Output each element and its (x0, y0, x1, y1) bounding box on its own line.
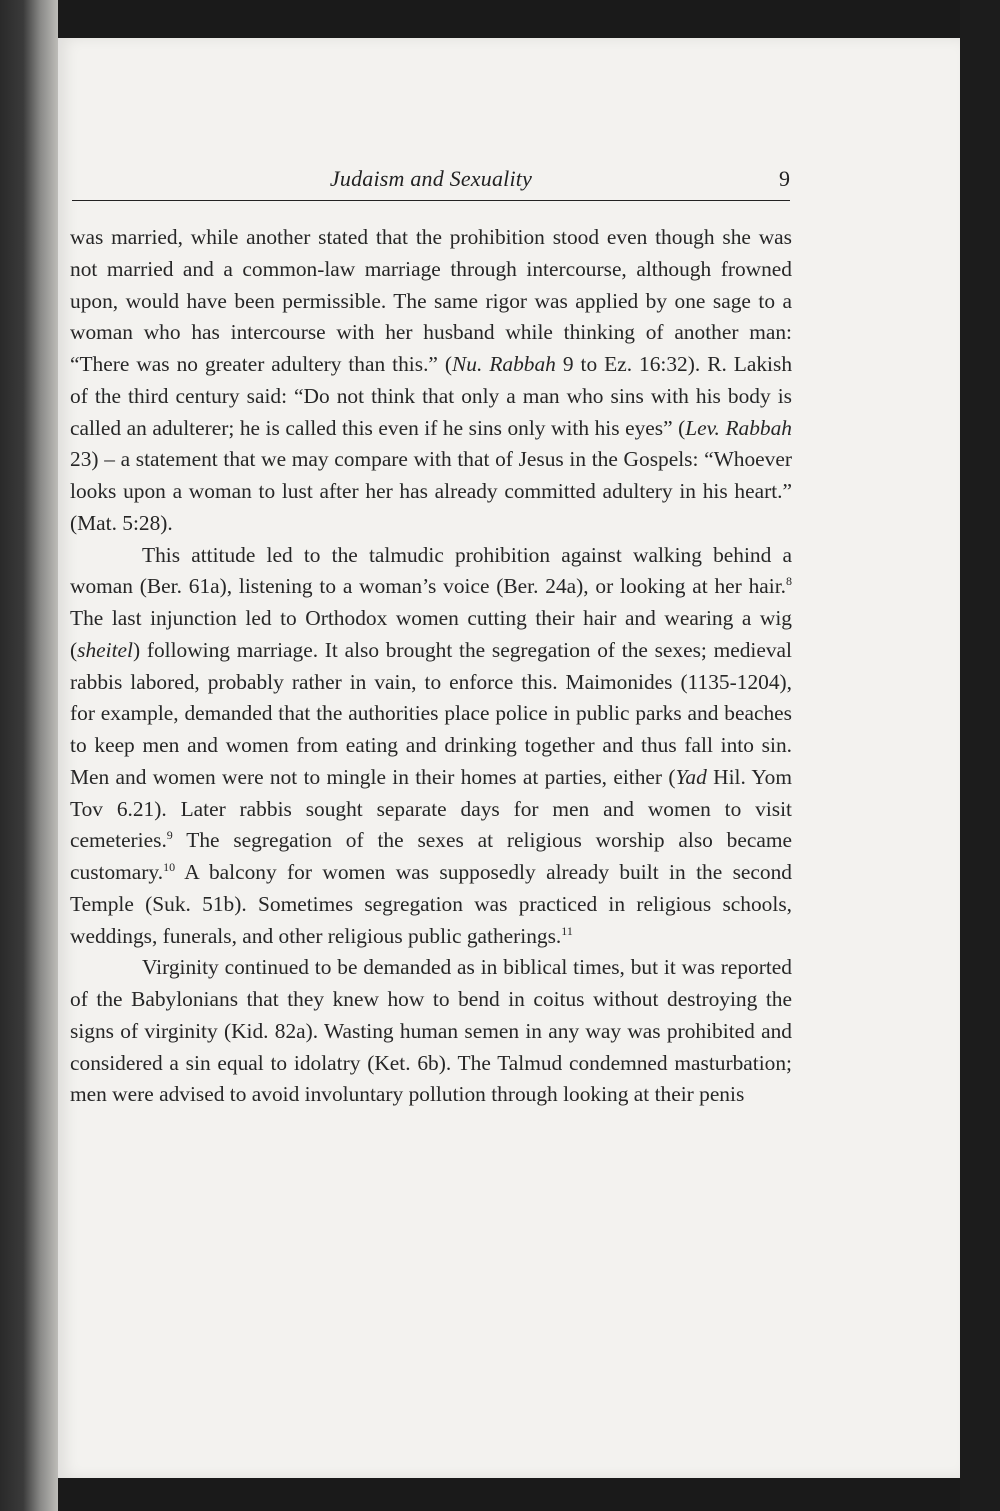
paragraph (70, 540, 792, 953)
text-run: This attitude led to the talmudic prohibition against walking behind a woman (Ber. 61a), listening to a woman’s voice (Ber. 24a), or looking at her hair. (70, 542, 792, 599)
italic-citation: sheitel (77, 637, 133, 662)
running-header-title: Judaism and Sexuality (329, 166, 533, 191)
text-run: 9 to Ez. 16:32). R. Lakish of the third century said: “Do not think that only a man who sins with his body is called an adulterer; he is called this even if he sins only with his eyes” ( (70, 352, 793, 440)
text-run: was married, while another stated that the prohibition stood even though she was not married and a common-law marriage through intercourse, although frowned upon, would have been permissible. The same rigor was applied by one sage to a woman who has intercourse with her husband while thinking of another man: “There was no greater adultery than this.” ( (70, 225, 792, 376)
footnote-marker: 8 (786, 574, 792, 589)
body-text (70, 222, 792, 1111)
text-run: 23) – a statement that we may compare with that of Jesus in the Gospels: “Whoever looks upon a woman to lust after her has already committed adultery in his heart.” (Mat. 5:28). (70, 447, 792, 535)
text-run: ) following marriage. It also brought the segregation of the sexes; medieval rabbis labored, probably rather in vain, to enforce this. Maimonides (1135-1204), for example, demanded that the authorities place police in public parks and beaches to keep men and women from eating and drinking together and thus fall into sin. Men and women were not to mingle in their homes at parties, either ( (70, 637, 792, 789)
footnote-marker: 9 (166, 828, 173, 843)
text-run: Hil. Yom Tov 6.21). Later rabbis sought separate days for men and women to visit cemeteries. (70, 764, 792, 853)
italic-citation: Lev. Rabbah (685, 415, 792, 440)
text-run: The segregation of the sexes at religious worship also became customary. (70, 828, 792, 884)
footnote-marker: 11 (561, 923, 573, 938)
italic-citation: Yad (675, 764, 707, 789)
scan-background-right (960, 0, 1000, 1511)
footnote-marker: 10 (163, 860, 176, 874)
adjacent-page-edge (0, 0, 58, 1511)
text-run: The last injunction led to Orthodox women cutting their hair and wearing a wig ( (70, 606, 792, 662)
running-header (72, 160, 790, 201)
italic-citation: Nu. Rabbah (452, 352, 556, 376)
page-number: 9 (779, 166, 790, 191)
text-run: A balcony for women was supposedly already built in the second Temple (Suk. 51b). Sometimes segregation was practiced in religious schools, weddings, funerals, and other religious public gatherings. (70, 860, 792, 948)
text-run: Virginity continued to be demanded as in biblical times, but it was reported of the Babylonians that they knew how to bend in coitus without destroying the signs of virginity (Kid. 82a). Wasting human semen in any way was prohibited and considered a sin equal to idolatry (Ket. 6b). The Talmud condemned masturbation; men were advised to avoid involuntary pollution through looking at their penis (70, 955, 792, 1107)
paragraph (70, 222, 792, 540)
paragraph (70, 952, 792, 1111)
